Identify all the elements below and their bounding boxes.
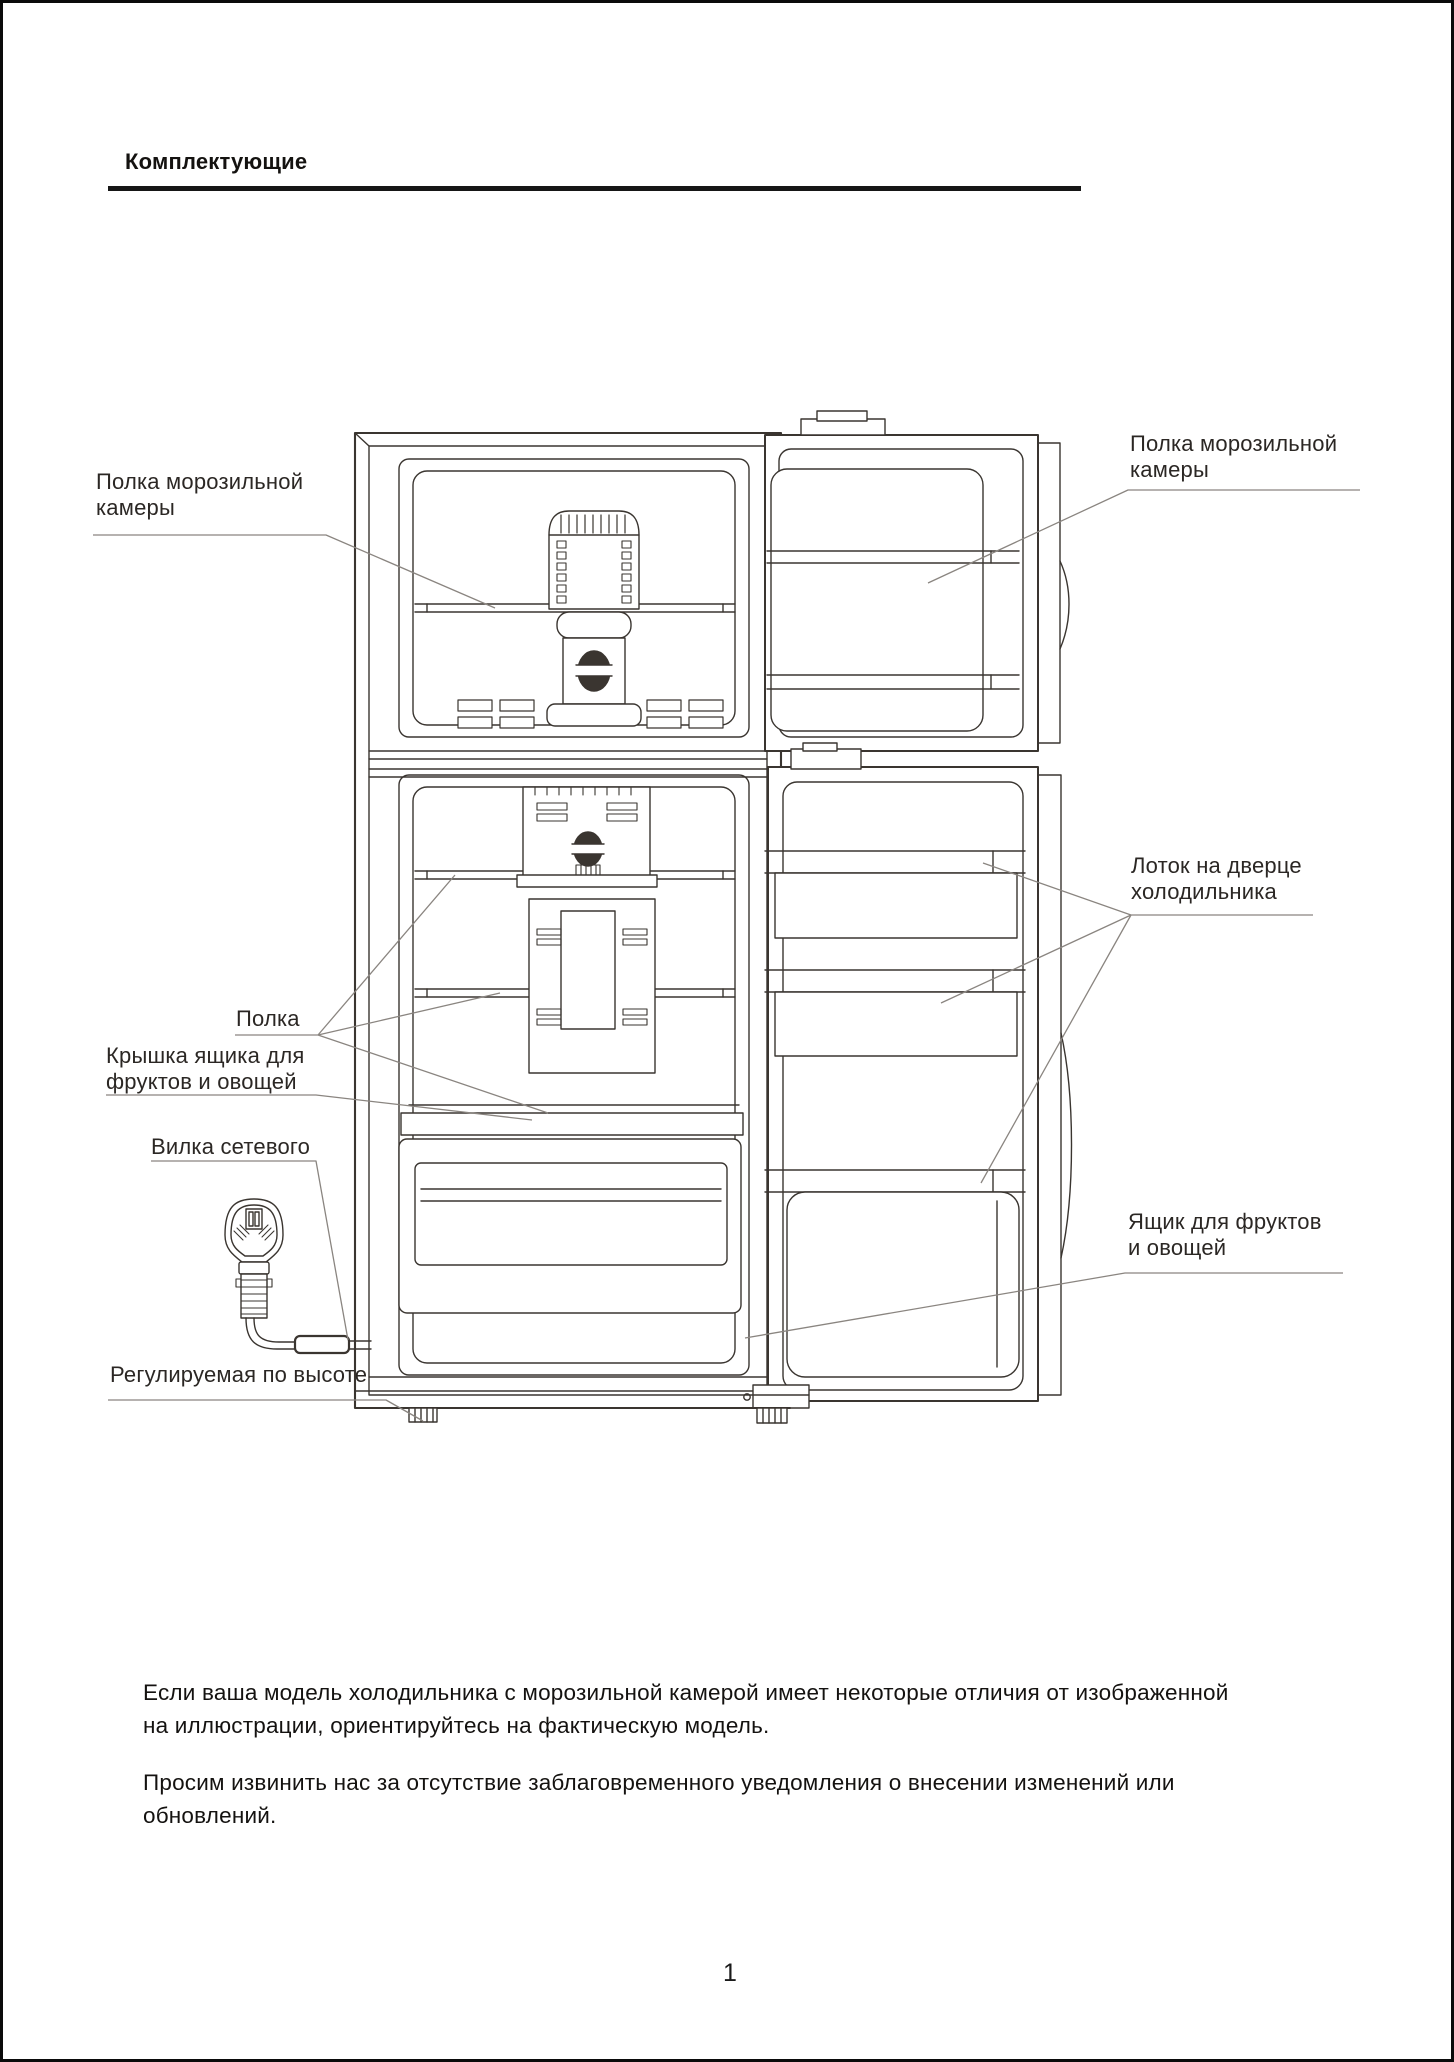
leader-adjustable-foot — [108, 1400, 423, 1421]
crisper-cover-shelf — [401, 1105, 743, 1135]
freezer-door-hinge — [801, 411, 885, 435]
label-power-plug: Вилка сетевого — [151, 1134, 311, 1159]
label-shelf: Полка — [236, 1006, 300, 1031]
leader-freezer-shelf-left — [93, 535, 495, 608]
adjustable-feet — [406, 1408, 790, 1423]
label-adjustable-foot: Регулируемая по высоте — [110, 1362, 368, 1387]
bottom-hinge-bracket — [744, 1385, 809, 1408]
label-door-tray: Лоток на дверце холодильника — [1131, 853, 1302, 904]
fridge-compartment — [399, 775, 749, 1375]
note-paragraph-2: Просим извинить нас за отсутствие заблаговременного уведомления о внесении изменений или обновлений. — [143, 1769, 1175, 1828]
label-freezer-shelf-left: Полка морозильной камеры — [96, 469, 304, 520]
power-cord — [246, 1318, 371, 1353]
door-tray-3 — [765, 1170, 1025, 1377]
crisper-drawer-box — [399, 1139, 741, 1313]
freezer-door — [765, 411, 1069, 751]
label-freezer-shelf-right: Полка морозильной камеры — [1130, 431, 1338, 482]
freezer-door-shelf — [767, 469, 1019, 731]
freezer-duct-unit — [547, 511, 641, 726]
adjustable-foot-left — [406, 1408, 440, 1422]
page-number: 1 — [723, 1959, 737, 1987]
note-paragraph-1: Если ваша модель холодильника с морозильной камерой имеет некоторые отличия от изображенной на иллюстрации, ориентируйтесь на фактическую модель. — [143, 1679, 1229, 1738]
fridge-control-box — [517, 787, 657, 887]
fridge-lamp-panel — [529, 899, 655, 1073]
label-crisper-drawer: Ящик для фруктов и овощей — [1128, 1209, 1322, 1260]
page-title: Комплектующие — [125, 149, 308, 174]
power-plug — [225, 1199, 371, 1353]
fridge-line-art — [3, 3, 1454, 2062]
adjustable-foot-right — [754, 1408, 790, 1423]
label-crisper-cover: Крышка ящика для фруктов и овощей — [106, 1043, 305, 1094]
fridge-door — [744, 743, 1072, 1408]
freezer-compartment — [399, 459, 749, 737]
